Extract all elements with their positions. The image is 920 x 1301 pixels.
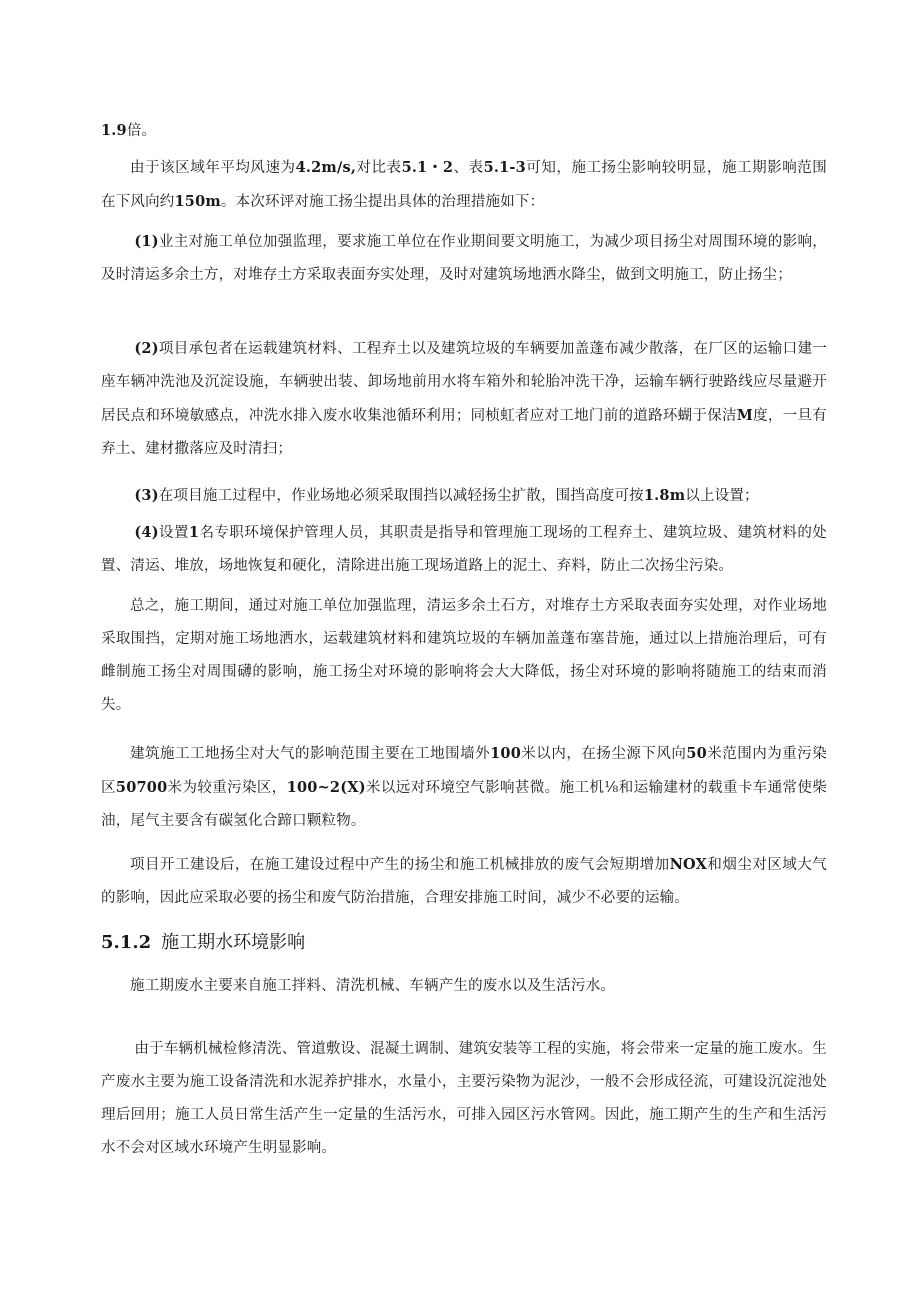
bold-run: 4.2m∕s, xyxy=(295,159,357,176)
paragraph-wastewater-source xyxy=(101,970,827,1003)
bold-run: 50700 xyxy=(115,779,168,796)
bold-run: (1) xyxy=(134,233,159,250)
bold-run: 100~2(X) xyxy=(286,779,366,796)
text-run: 米范围内为重污染区 xyxy=(101,746,827,796)
bold-run: 1.9 xyxy=(101,122,127,139)
text-run: 建筑施工工地扬尘对大气的影响范围主要在工地围墙外 xyxy=(130,746,491,762)
paragraph-exhaust xyxy=(101,848,827,915)
text-run: 和烟尘对区域大气的影响，因此应采取必要的扬尘和废气防治措施，合理安排施工时间，减少不必要的运输。 xyxy=(101,857,827,906)
text-run: 总之，施工期间，通过对施工单位加强监理，清运多余土石方，对堆存土方采取表面夯实处理，对作业场地采取围挡，定期对施工场地洒水，运载建筑材料和建筑垃圾的车辆加盖蓬布塞昔施，通过以上措施治理后，可有雌制施工扬尘对周围礴的影响，施工扬尘对环境的影响将会大大降低，扬尘对环境的影响将随施工的结束而消失。 xyxy=(101,598,827,713)
text-run: 业主对施工单位加强监理，要求施工单位在作业期间要文明施工，为减少项目扬尘对周围环境的影响，及时清运多余土方，对堆存土方采取表面夯实处理，及时对建筑场地洒水降尘，做到文明施工，防止扬尘； xyxy=(101,234,827,283)
bold-run: 1.8m xyxy=(643,487,686,504)
text-run: 。本次环评对施工扬尘提出具体的治理措施如下： xyxy=(220,194,545,210)
text-run: 由于该区域年平均风速为 xyxy=(130,160,296,176)
section-number: 5.1.2 xyxy=(101,932,152,953)
bold-run: M xyxy=(736,407,754,424)
text-run: 倍。 xyxy=(126,123,157,139)
paragraph-2 xyxy=(101,151,827,219)
bold-run: 100 xyxy=(490,745,521,762)
paragraph-wastewater-detail xyxy=(101,1033,827,1165)
bold-run: NOX xyxy=(669,856,708,873)
text-run: 米以内，在扬尘源下风向 xyxy=(521,746,687,762)
text-run: 以上设置； xyxy=(685,488,759,504)
bold-run: (3) xyxy=(134,487,159,504)
paragraph-measure-1 xyxy=(101,225,827,292)
text-run: 可知，施工扬尘影响较明显，施工期影响范围在下风向约 xyxy=(101,160,827,210)
bold-run: 1 xyxy=(188,524,200,541)
paragraph-dust-range xyxy=(101,737,827,838)
text-run: 度，一旦有弃土、建材撒落应及时清扫； xyxy=(101,408,827,457)
text-run: 由于车辆机械检修清洗、管道敷设、混凝土调制、建筑安装等工程的实施，将会带来一定量的施工废水。生产废水主要为施工设备清洗和水泥养护排水，水量小，主要污染物为泥沙，一般不会形成径流，可建设沉淀池处理后回用；施工人员日常生活产生一定量的生活污水，可排入园区污水管网。因此，施工期产生的生产和生活污水不会对区域水环境产生明显影响。 xyxy=(101,1041,827,1156)
text-run: 对比表 xyxy=(356,160,402,176)
text-run: 名专职环境保护管理人员，其职责是指导和管理施工现场的工程弃土、建筑垃圾、建筑材料的处置、清运、堆放，场地恢复和硬化，清除进出施工现场道路上的泥土、弃料，防止二次扬尘污染。 xyxy=(101,525,827,574)
bold-run: (2) xyxy=(134,340,159,357)
paragraph-measure-4 xyxy=(101,516,827,583)
section-title: 施工期水环境影响 xyxy=(161,932,306,953)
bold-run: 5.1・2 xyxy=(401,159,454,176)
text-run: 施工期废水主要来自施工拌料、清洗机械、车辆产生的废水以及生活污水。 xyxy=(130,978,616,994)
paragraph-measure-2 xyxy=(101,332,827,466)
section-heading xyxy=(101,930,305,956)
text-run: 项目开工建设后，在施工建设过程中产生的扬尘和施工机械排放的废气会短期增加 xyxy=(130,857,670,873)
text-run: 米为较重污染区， xyxy=(167,780,287,796)
text-run: 在项目施工过程中，作业场地必须采取围挡以减轻扬尘扩散，围挡高度可按 xyxy=(158,488,644,504)
text-run: 、表 xyxy=(453,160,484,176)
bold-run: 5.1-3 xyxy=(483,159,526,176)
bold-run: 50 xyxy=(686,745,707,762)
bold-run: (4) xyxy=(134,524,159,541)
text-run: 项目承包者在运载建筑材料、工程弃土以及建筑垃圾的车辆要加盖蓬布减少散落，在厂区的运输口建一座车辆冲洗池及沉淀设施，车辆驶出装、卸场地前用水将车箱外和轮胎冲洗干净，运输车辆行驶路线应尽量避开居民点和环境敏感点，冲洗水排入废水收集池循环利用；同桢虹者应对工地门前的道路环蝴于保洁 xyxy=(101,341,827,424)
bold-run: 150m xyxy=(174,193,221,210)
paragraph-summary xyxy=(101,590,827,722)
paragraph-measure-3 xyxy=(101,479,827,513)
text-run: 设置 xyxy=(158,525,189,541)
paragraph-1 xyxy=(101,114,827,148)
text-run: 米以远对环境空气影响甚微。施工机⅛和运输建材的载重卡车通常使柴油，尾气主要含有碳氢化合蹄口颗粒物。 xyxy=(101,780,827,829)
